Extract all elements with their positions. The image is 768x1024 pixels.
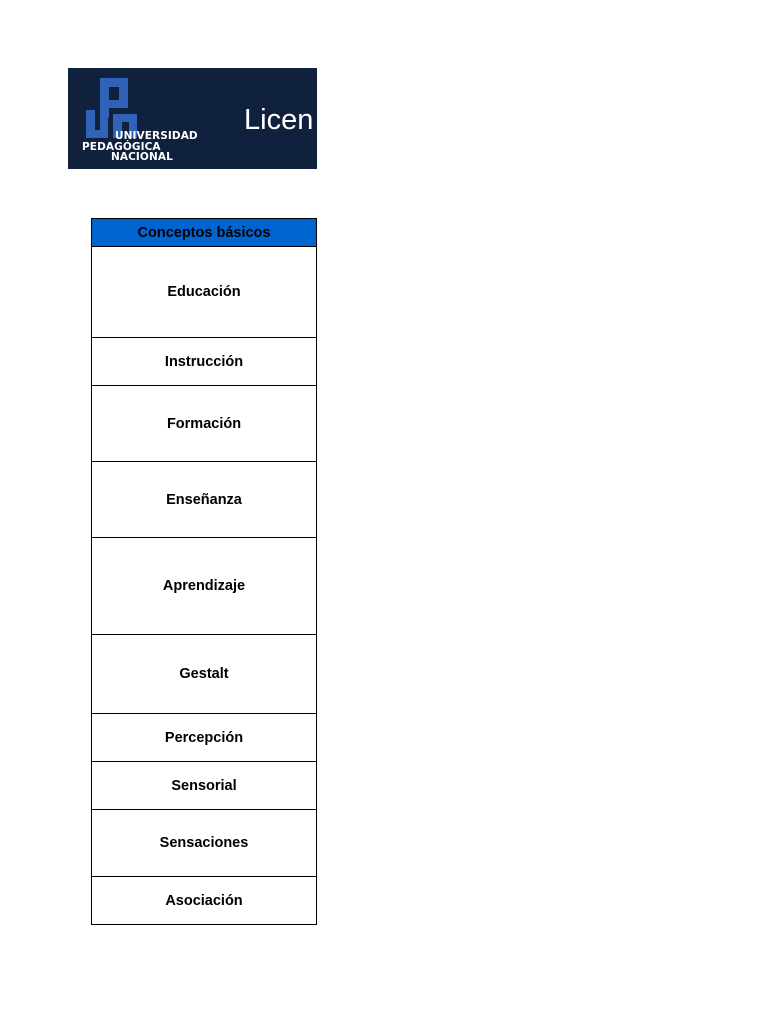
concept-cell: Educación (92, 247, 317, 338)
university-name (82, 131, 198, 163)
header-banner (68, 68, 317, 169)
table-row (92, 338, 317, 386)
concept-cell: Sensaciones (92, 810, 317, 877)
concept-cell: Enseñanza (92, 462, 317, 538)
table-row (92, 714, 317, 762)
table-row (92, 877, 317, 925)
logo-line-1: UNIVERSIDAD (115, 130, 198, 142)
concepts-table (91, 218, 317, 925)
concept-cell: Sensorial (92, 762, 317, 810)
table-row (92, 386, 317, 462)
banner-title: Licen (244, 104, 314, 136)
logo-line-2: PEDAGÓGICA (82, 140, 161, 153)
concept-cell: Aprendizaje (92, 538, 317, 635)
table-row (92, 635, 317, 714)
table-header-cell: Conceptos básicos (92, 219, 317, 247)
concept-cell: Percepción (92, 714, 317, 762)
table-row (92, 247, 317, 338)
table-header-row (92, 219, 317, 247)
concept-cell: Formación (92, 386, 317, 462)
concept-cell: Asociación (92, 877, 317, 925)
concept-cell: Instrucción (92, 338, 317, 386)
table-row (92, 762, 317, 810)
table-row (92, 538, 317, 635)
concept-cell: Gestalt (92, 635, 317, 714)
table-row (92, 462, 317, 538)
table-row (92, 810, 317, 877)
logo-line-3: NACIONAL (111, 151, 173, 163)
